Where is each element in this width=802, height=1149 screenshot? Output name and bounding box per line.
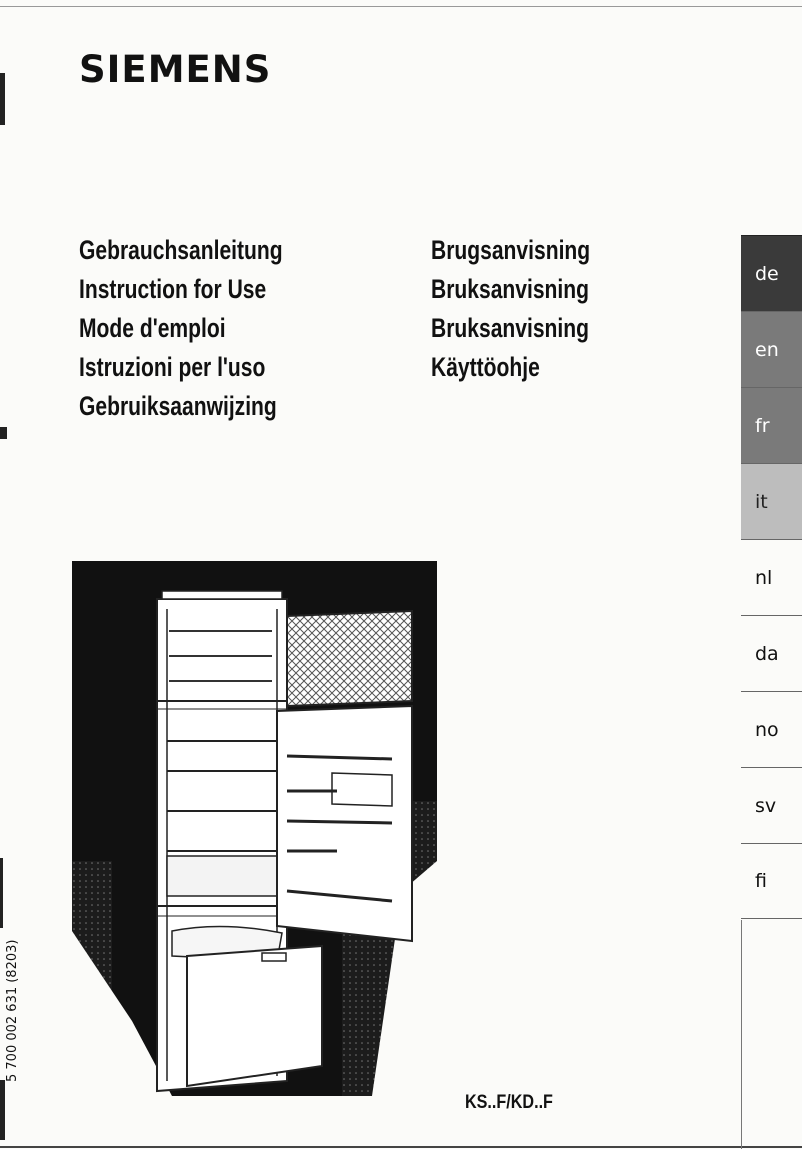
scan-edge-right (741, 920, 742, 1149)
tab-sv[interactable]: sv (741, 767, 802, 843)
title-it: Istruzioni per l'uso (79, 352, 266, 382)
title-list-right (431, 231, 590, 387)
fridge-illustration (72, 561, 437, 1096)
title-da: Brugsanvisning (431, 235, 591, 265)
scan-edge-left-4 (0, 1080, 5, 1140)
tab-de[interactable]: de (741, 235, 802, 311)
model-number: KS..F/KD..F (465, 1092, 553, 1113)
scan-edge-left-1 (0, 73, 5, 125)
tab-no[interactable]: no (741, 691, 802, 767)
brand-logo: SIEMENS (79, 48, 272, 91)
tab-fr[interactable]: fr (741, 387, 802, 463)
scan-edge-top (0, 6, 802, 7)
language-tabs (741, 235, 802, 919)
document-code: 5 700 002 631 (8203) (5, 939, 20, 1082)
title-list-left (79, 231, 283, 426)
scan-edge-left-3 (0, 858, 3, 928)
scan-edge-bottom (0, 1146, 802, 1148)
title-nl: Gebruiksaanwijzing (79, 391, 277, 421)
title-fi: Käyttöohje (431, 352, 540, 382)
tab-en[interactable]: en (741, 311, 802, 387)
tab-da[interactable]: da (741, 615, 802, 691)
tab-fi[interactable]: fi (741, 843, 802, 919)
tab-it[interactable]: it (741, 463, 802, 539)
title-sv: Bruksanvisning (431, 313, 589, 343)
tab-nl[interactable]: nl (741, 539, 802, 615)
scan-edge-left-2 (0, 427, 7, 439)
title-fr: Mode d'emploi (79, 313, 226, 343)
title-de: Gebrauchsanleitung (79, 235, 283, 265)
title-no: Bruksanvisning (431, 274, 589, 304)
title-en: Instruction for Use (79, 274, 267, 304)
